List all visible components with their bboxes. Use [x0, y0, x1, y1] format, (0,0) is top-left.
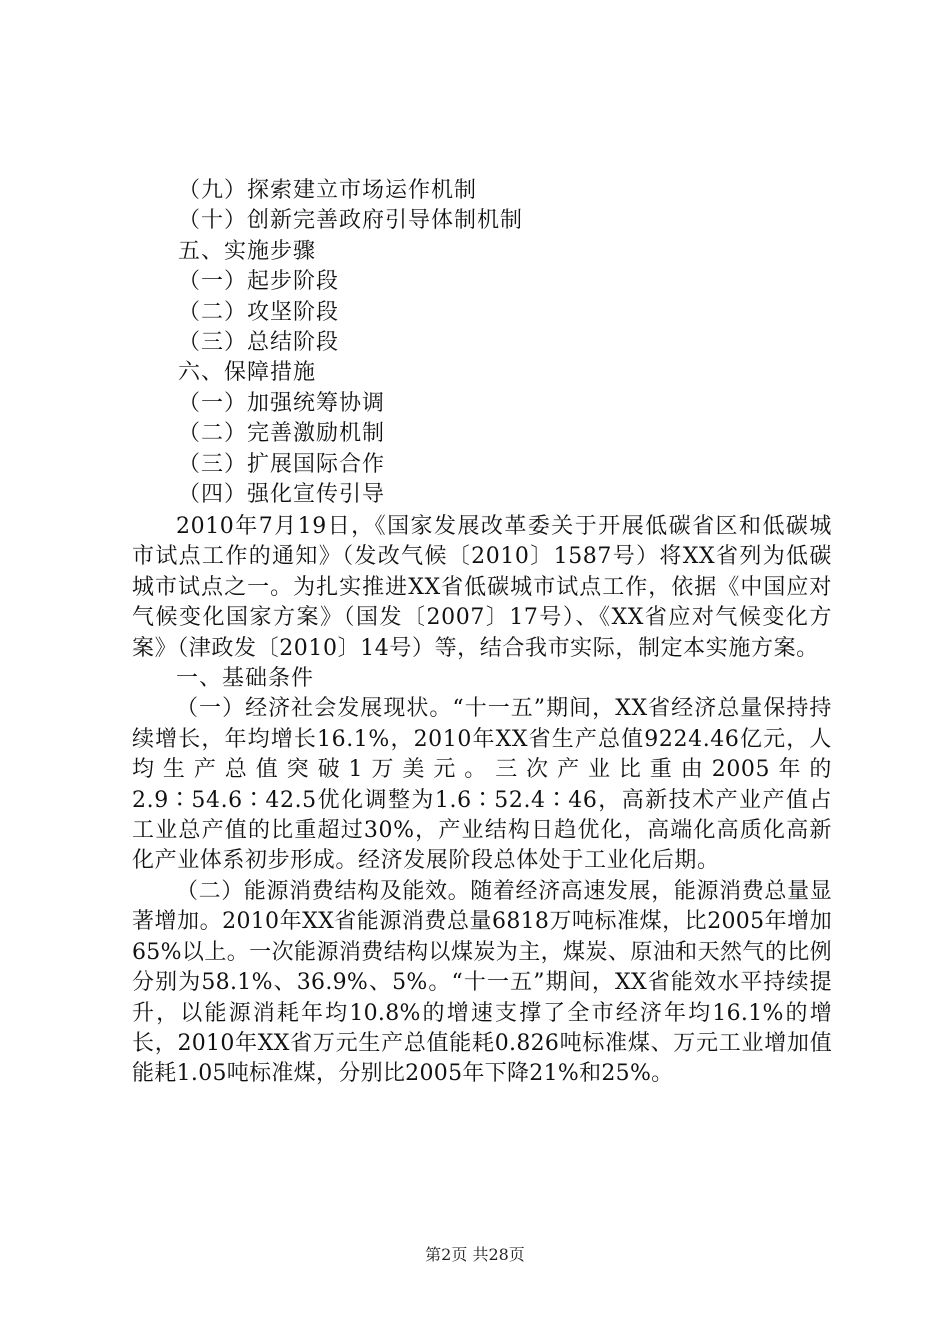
paragraph-economy: （一）经济社会发展现状。“十一五”期间，XX省经济总量保持持续增长，年均增长16.1%，2010年XX省生产总值9224.46亿元，人均生产总值突破1万美元。三次产业比重由2005年的2.9∶54.6∶42.5优化调整为1.6∶52.4∶46，高新技术产业产值占工业总产值的比重超过30%，产业结构日趋优化，高端化高质化高新化产业体系初步形成。经济发展阶段总体处于工业化后期。 — [132, 696, 832, 874]
outline-list — [178, 176, 828, 510]
outline-item: （一）加强统筹协调 — [178, 390, 386, 416]
outline-item: （九）探索建立市场运作机制 — [178, 178, 478, 203]
outline-item: （三）扩展国际合作 — [178, 451, 386, 477]
outline-item: 五、实施步骤 — [178, 238, 317, 264]
paragraph-energy: （二）能源消费结构及能效。随着经济高速发展，能源消费总量显著增加。2010年XX省能源消费总量6818万吨标准煤，比2005年增加65%以上。一次能源消费结构以煤炭为主，煤炭、原油和天然气的比例分别为58.1%、36.9%、5%。“十一五”期间，XX省能效水平持续提升，以能源消耗年均10.8%的增速支撑了全市经济年均16.1%的增长，2010年XX省万元生产总值能耗0.826吨标准煤、万元工业增加值能耗1.05吨标准煤，分别比2005年下降21%和25%。 — [132, 878, 832, 1087]
outline-item: （二）完善激励机制 — [178, 421, 386, 447]
outline-item: （十）创新完善政府引导体制机制 — [178, 208, 524, 234]
body-text — [132, 512, 832, 1090]
page-footer: 第2页 共28页 — [425, 1245, 525, 1264]
outline-item: （四）强化宣传引导 — [178, 481, 386, 507]
outline-item: （二）攻坚阶段 — [178, 299, 340, 325]
outline-item: （三）总结阶段 — [178, 329, 340, 355]
outline-item: 六、保障措施 — [178, 360, 317, 386]
section-heading: 一、基础条件 — [176, 666, 315, 692]
intro-paragraph: 2010年7月19日，《国家发展改革委关于开展低碳省区和低碳城市试点工作的通知》（发改气候〔2010〕1587号）将XX省列为低碳城市试点之一。为扎实推进XX省低碳城市试点工作，依据《中国应对气候变化国家方案》（国发〔2007〕17号）、《XX省应对气候变化方案》（津政发〔2010〕14号）等，结合我市实际，制定本实施方案。 — [132, 514, 832, 661]
outline-item: （一）起步阶段 — [178, 269, 340, 295]
